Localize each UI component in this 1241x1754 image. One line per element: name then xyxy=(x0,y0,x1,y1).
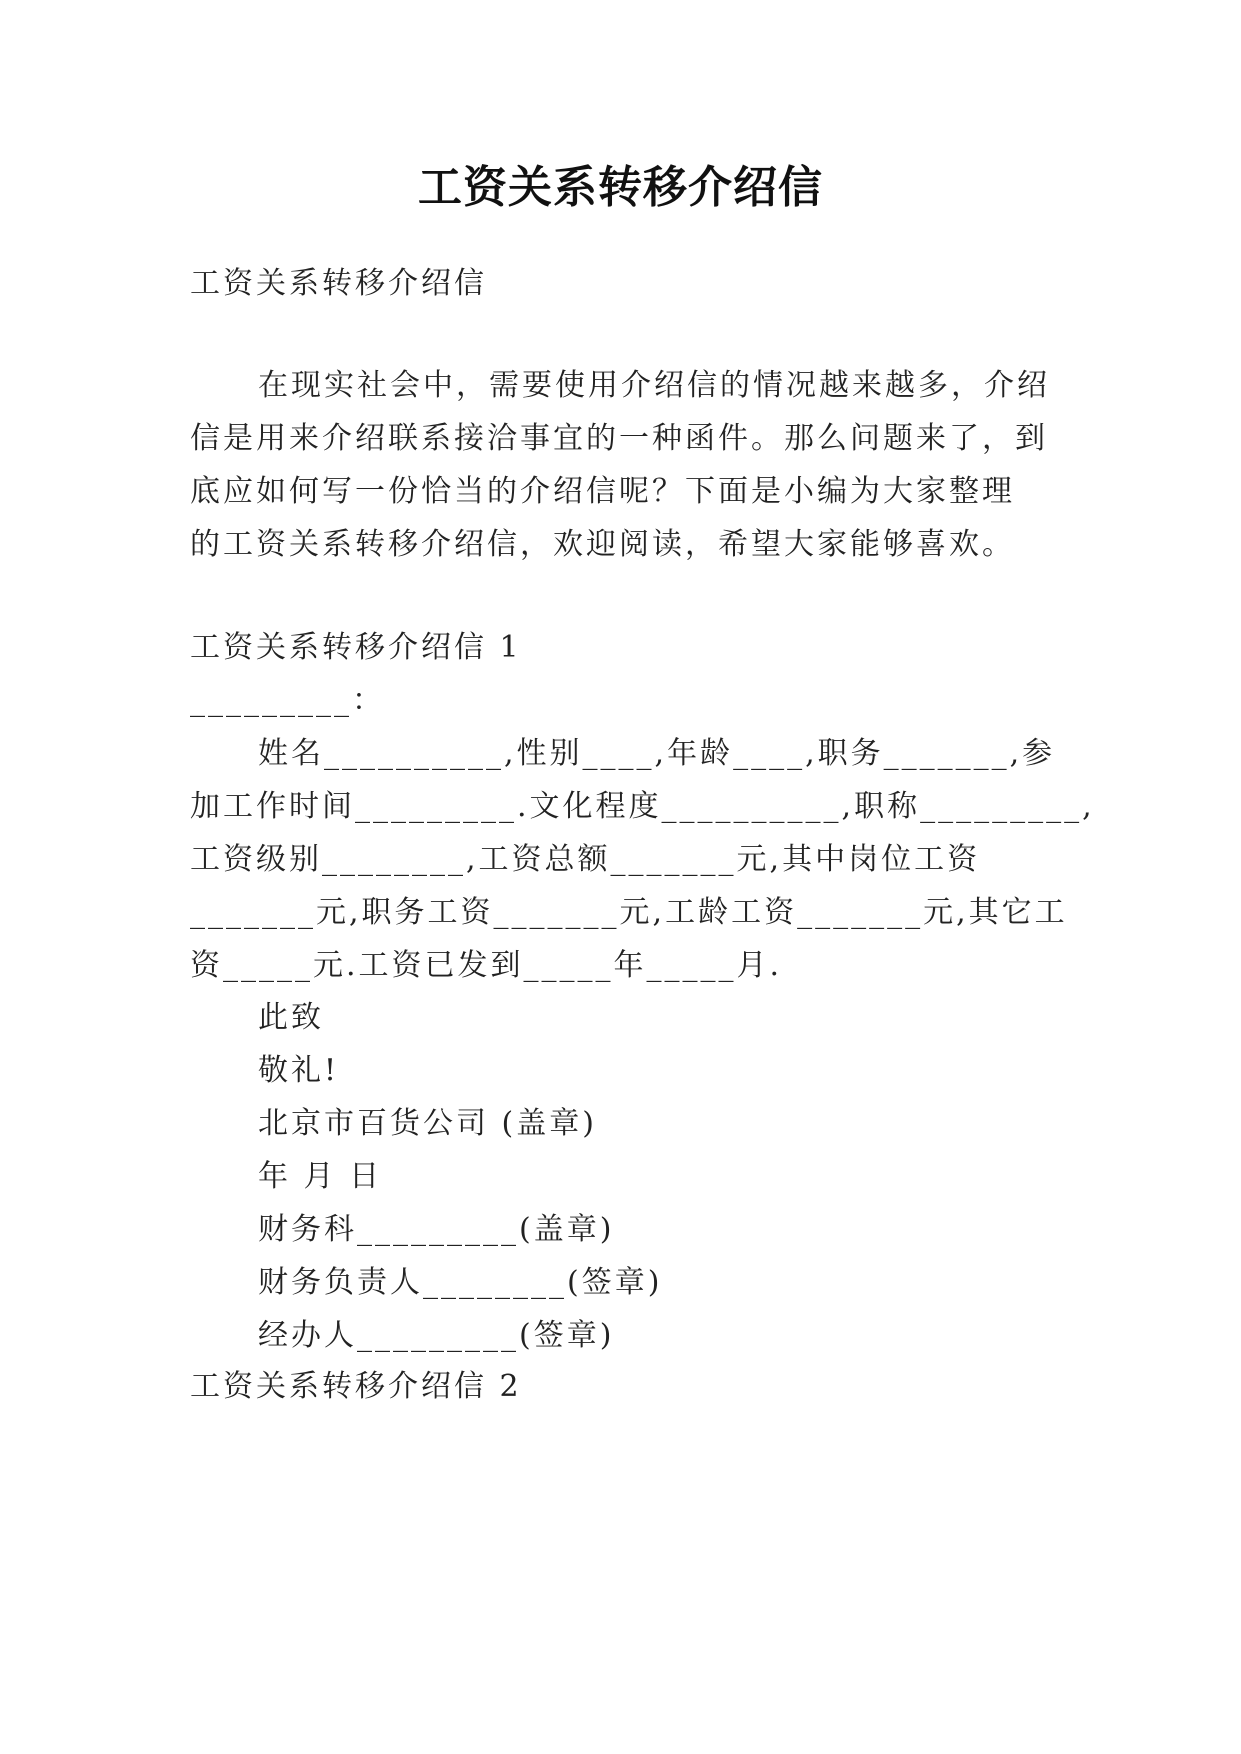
intro-line-2: 信是用来介绍联系接洽事宜的一种函件。那么问题来了，到 xyxy=(190,421,1048,456)
body-line-5: 资_____元.工资已发到_____年_____月. xyxy=(190,948,783,983)
document-title: 工资关系转移介绍信 xyxy=(418,162,823,213)
finance-head-line: 财务负责人________(签章) xyxy=(258,1265,663,1300)
closing-regards: 此致 xyxy=(258,1000,324,1035)
document-subtitle: 工资关系转移介绍信 xyxy=(190,266,487,301)
letter-2-heading: 工资关系转移介绍信 2 xyxy=(190,1369,522,1404)
issuer-company: 北京市百货公司 (盖章) xyxy=(258,1106,597,1141)
intro-line-4: 的工资关系转移介绍信，欢迎阅读，希望大家能够喜欢。 xyxy=(190,527,1015,562)
recipient-line: _________： xyxy=(190,683,385,718)
body-line-4: _______元,职务工资_______元,工龄工资_______元,其它工 xyxy=(190,895,1068,930)
issue-date: 年 月 日 xyxy=(258,1159,383,1194)
closing-salute: 敬礼! xyxy=(258,1053,340,1088)
body-line-1: 姓名__________,性别____,年龄____,职务_______,参 xyxy=(258,736,1056,771)
intro-line-1: 在现实社会中，需要使用介绍信的情况越来越多，介绍 xyxy=(258,368,1050,403)
body-line-3: 工资级别________,工资总额_______元,其中岗位工资 xyxy=(190,842,981,877)
body-line-2: 加工作时间_________.文化程度__________,职称_________, xyxy=(190,789,1095,824)
intro-line-3: 底应如何写一份恰当的介绍信呢？下面是小编为大家整理 xyxy=(190,474,1015,509)
handler-line: 经办人_________(签章) xyxy=(258,1318,615,1353)
letter-1-heading: 工资关系转移介绍信 1 xyxy=(190,630,522,665)
finance-dept-line: 财务科_________(盖章) xyxy=(258,1212,615,1247)
